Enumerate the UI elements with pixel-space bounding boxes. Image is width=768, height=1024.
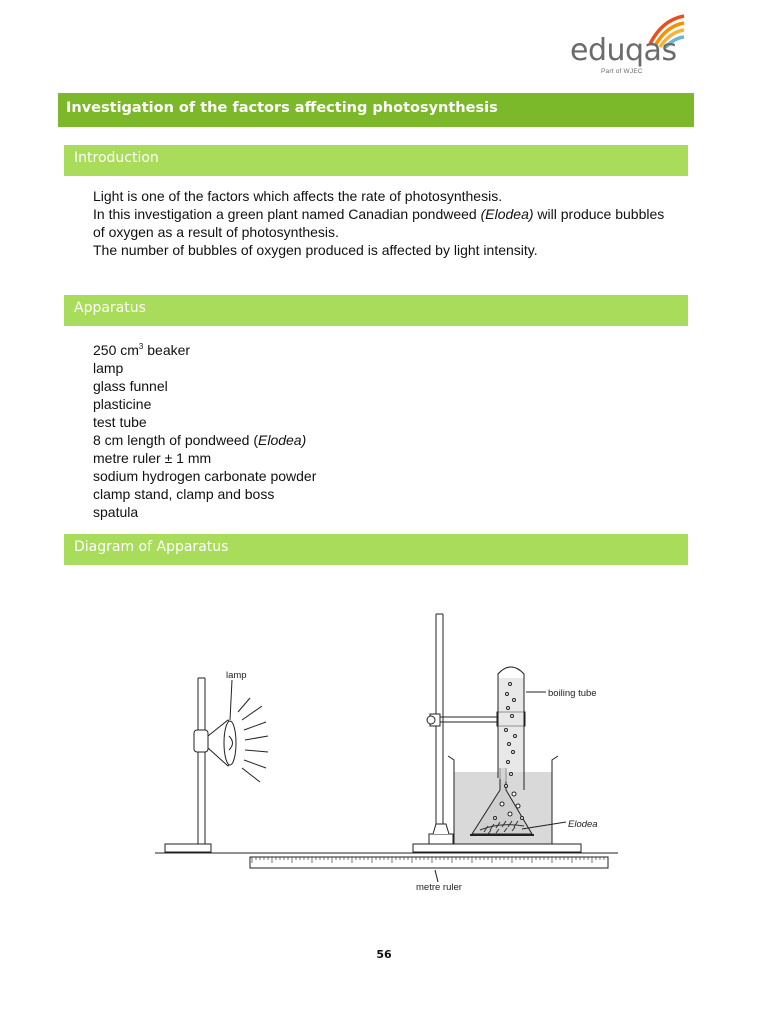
intro-line-3: of oxygen as a result of photosynthesis.	[93, 224, 339, 240]
intro-line-2-start: In this investigation a green plant named Canadian pondweed	[93, 206, 477, 222]
intro-line-2	[93, 205, 664, 223]
lamp-icon	[194, 720, 236, 766]
light-rays	[238, 698, 268, 782]
apparatus-item: test tube	[93, 414, 147, 430]
apparatus-item: glass funnel	[93, 378, 168, 394]
metre-ruler-pointer	[435, 870, 438, 882]
logo-subtitle: Part of WJEC	[601, 68, 643, 75]
boiling-tube-label: boiling tube	[548, 688, 597, 699]
page-number: 56	[376, 948, 392, 961]
lamp-stand	[165, 678, 211, 852]
apparatus-item: metre ruler ± 1 mm	[93, 450, 212, 466]
elodea-label: Elodea	[568, 819, 598, 830]
beaker-unit-sup: 3	[138, 342, 144, 351]
apparatus-heading: Apparatus	[64, 295, 688, 326]
pondweed-elodea: Elodea)	[258, 432, 307, 448]
apparatus-item: spatula	[93, 504, 139, 520]
apparatus-item: plasticine	[93, 396, 152, 412]
lamp-label: lamp	[226, 670, 247, 681]
logo-wordmark: eduqas	[570, 33, 677, 68]
apparatus-beaker	[93, 338, 316, 359]
beaker-value: 250	[93, 342, 117, 358]
intro-elodea: (Elodea)	[480, 206, 534, 222]
metre-ruler	[250, 857, 608, 868]
metre-ruler-label: metre ruler	[416, 882, 462, 893]
beaker-unit: cm	[120, 342, 139, 358]
diagram-heading: Diagram of Apparatus	[64, 534, 688, 565]
apparatus-item: clamp stand, clamp and boss	[93, 486, 275, 502]
apparatus-item: lamp	[93, 360, 124, 376]
apparatus-item: sodium hydrogen carbonate powder	[93, 468, 317, 484]
apparatus-diagram	[150, 608, 625, 903]
intro-line-1: Light is one of the factors which affects the rate of photosynthesis.	[93, 188, 503, 204]
pondweed-text: 8 cm length of pondweed (	[93, 432, 258, 448]
introduction-heading: Introduction	[64, 145, 688, 176]
apparatus-list	[93, 338, 316, 521]
eduqas-logo	[568, 14, 688, 76]
intro-line-4: The number of bubbles of oxygen produced is affected by light intensity.	[93, 242, 538, 258]
introduction-text	[93, 187, 664, 259]
apparatus-pondweed	[93, 431, 316, 449]
lamp-pointer	[230, 680, 232, 720]
intro-line-2-end: will produce bubbles	[537, 206, 665, 222]
beaker-rest: beaker	[147, 342, 191, 358]
page-title: Investigation of the factors affecting photosynthesis	[58, 93, 694, 127]
